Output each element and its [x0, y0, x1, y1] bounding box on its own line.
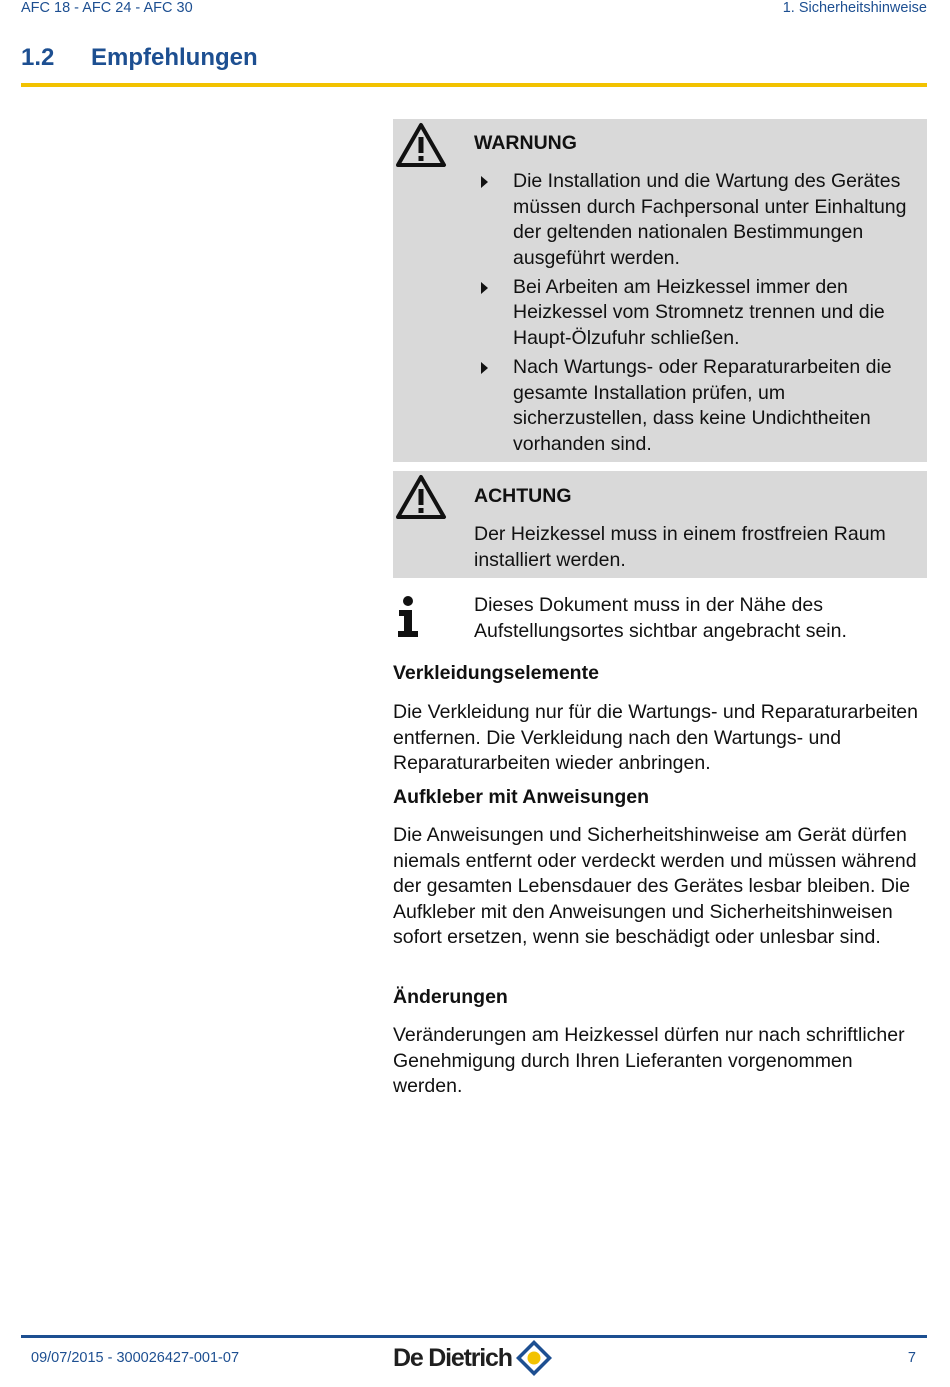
- brand-logo: [393, 1337, 553, 1379]
- subheading: Verkleidungselemente: [393, 662, 599, 684]
- info-note: [393, 593, 927, 651]
- list-item: Die Installation und die Wartung des Gerätes müssen durch Fachpersonal unter Einhaltung der geltenden nationalen Bestimmungen ausgeführt werden.: [481, 169, 923, 271]
- info-icon: [395, 595, 421, 639]
- info-text: Dieses Dokument muss in der Nähe des Aufstellungsortes sichtbar angebracht sein.: [474, 594, 847, 642]
- bullet-arrow-icon: [481, 176, 488, 188]
- paragraph: Die Anweisungen und Sicherheitshinweise am Gerät dürfen niemals entfernt oder verdeckt werden und müssen während der gesamten Lebensdauer des Gerätes lesbar bleiben. Die Aufkleber mit den Anweisungen und Sicherheitshinweisen sofort ersetzen, wenn sie beschädigt oder unlesbar sind.: [393, 824, 917, 949]
- section-number: 1.2: [21, 44, 55, 71]
- caution-callout: [393, 471, 927, 578]
- subheading: Änderungen: [393, 986, 508, 1008]
- warning-title: WARNUNG: [474, 132, 577, 154]
- title-rule: [21, 83, 927, 87]
- warning-callout: [393, 119, 927, 462]
- caution-title: ACHTUNG: [474, 485, 572, 507]
- bullet-arrow-icon: [481, 362, 488, 374]
- brand-name: De Dietrich: [393, 1343, 512, 1372]
- page-number: 7: [907, 1350, 916, 1366]
- section-title: [21, 44, 258, 72]
- bullet-arrow-icon: [481, 282, 488, 294]
- footer-date-reference: 09/07/2015 - 300026427-001-07: [31, 1350, 240, 1366]
- caution-text: Der Heizkessel muss in einem frostfreien Raum installiert werden.: [474, 523, 886, 571]
- chapter-name: 1. Sicherheitshinweise: [782, 0, 927, 16]
- paragraph: Veränderungen am Heizkessel dürfen nur nach schriftlicher Genehmigung durch Ihren Lieferanten vorgenommen werden.: [393, 1024, 905, 1098]
- subheading: Aufkleber mit Anweisungen: [393, 786, 650, 808]
- list-item: Bei Arbeiten am Heizkessel immer den Heizkessel vom Stromnetz trennen und die Haupt-Ölzufuhr schließen.: [481, 275, 923, 352]
- paragraph: Die Verkleidung nur für die Wartungs- und Reparaturarbeiten entfernen. Die Verkleidung nach den Wartungs- und Reparaturarbeiten wieder anbringen.: [393, 701, 918, 775]
- list-item: Nach Wartungs- oder Reparaturarbeiten die gesamte Installation prüfen, um sicherzustellen, dass keine Undichtheiten vorhanden sind.: [481, 355, 923, 457]
- warning-list: [481, 169, 923, 461]
- warning-triangle-icon: [395, 122, 447, 168]
- diamond-logo-icon: [515, 1339, 553, 1377]
- running-header: [21, 0, 927, 18]
- section-title-text: Empfehlungen: [91, 44, 258, 71]
- warning-triangle-icon: [395, 474, 447, 520]
- product-name: AFC 18 - AFC 24 - AFC 30: [21, 0, 193, 16]
